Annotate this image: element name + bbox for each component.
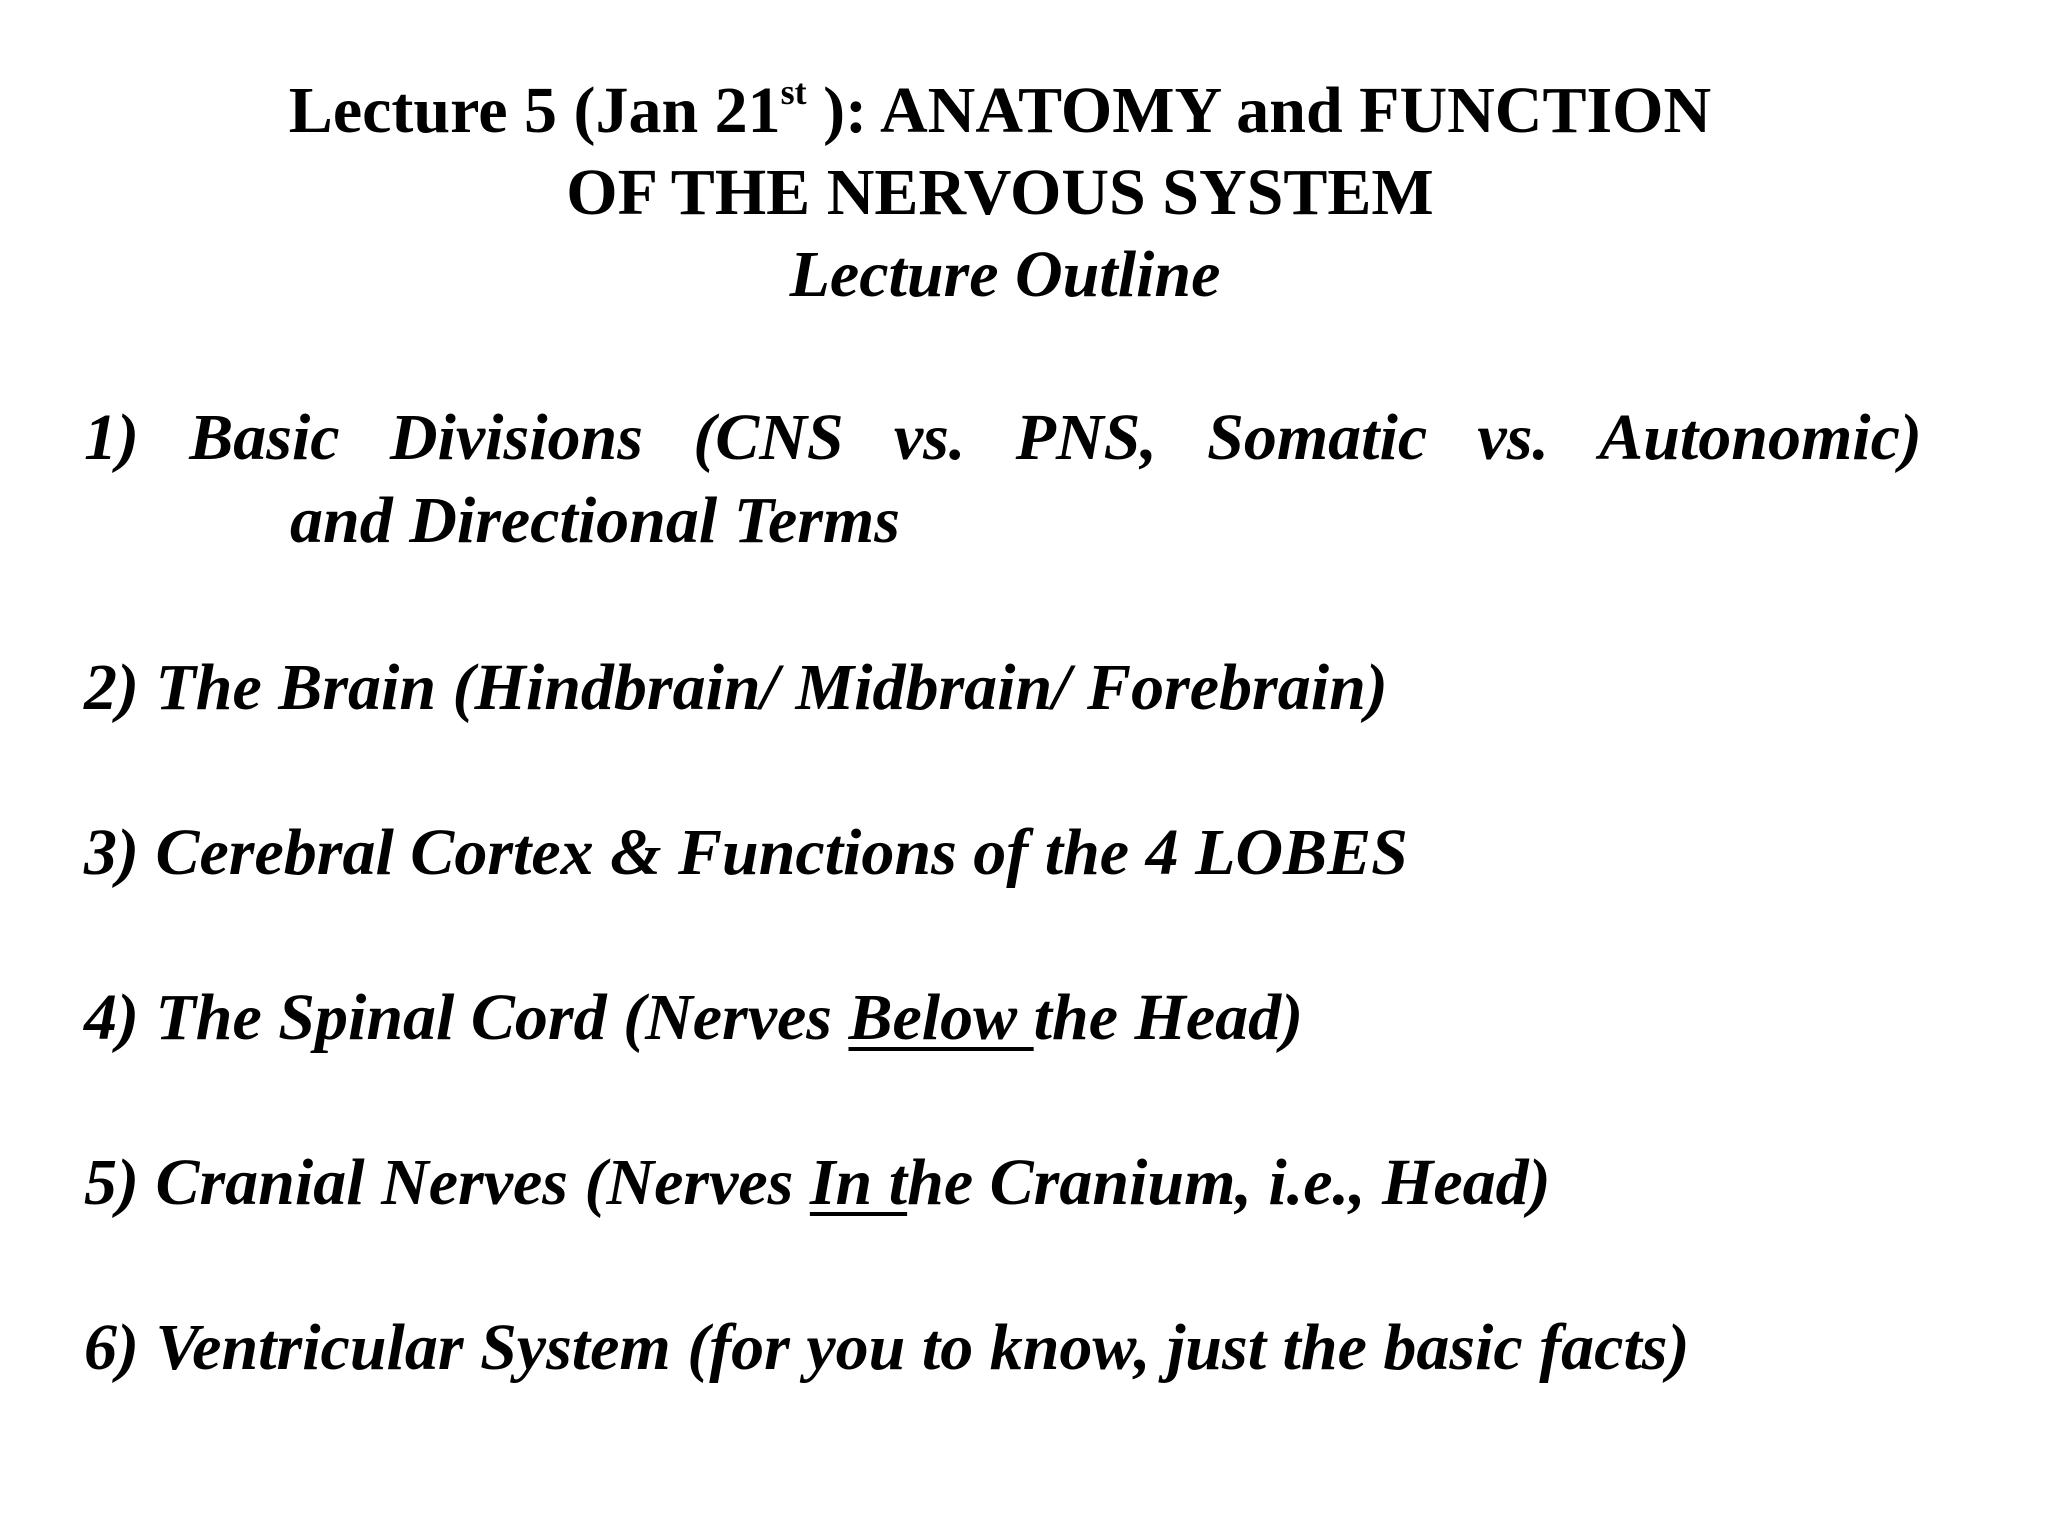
outline-item-1-word: Somatic bbox=[1207, 401, 1428, 474]
outline-item-1-continuation: and Directional Terms bbox=[290, 484, 900, 557]
outline-item-1-word: vs. bbox=[893, 401, 966, 474]
slide-title bbox=[0, 70, 2000, 234]
outline-item-4: 4) The Spinal Cord (Nerves Below the Head) bbox=[84, 981, 1304, 1054]
outline-item-2: 2) The Brain (Hindbrain/ Midbrain/ Forebrain) bbox=[84, 651, 1388, 724]
outline-item-3: 3) Cerebral Cortex & Functions of the 4 LOBES bbox=[84, 816, 1408, 889]
title-line-1: Lecture 5 (Jan 21st ): ANATOMY and FUNCTION bbox=[288, 72, 1712, 147]
underlined-below: Below bbox=[848, 981, 1034, 1054]
title-superscript: st bbox=[780, 72, 807, 112]
outline-item-1-word: vs. bbox=[1477, 401, 1549, 474]
outline-item-1-word: Divisions bbox=[389, 401, 643, 474]
title-line-2: OF THE NERVOUS SYSTEM bbox=[566, 156, 1434, 229]
outline-item-5: 5) Cranial Nerves (Nerves In the Cranium, i.e., Head) bbox=[84, 1146, 1551, 1219]
outline-item-1-word: Autonomic) bbox=[1599, 401, 1922, 474]
outline-item-6: 6) Ventricular System (for you to know, just the basic facts) bbox=[84, 1311, 1690, 1384]
slide-subtitle: Lecture Outline bbox=[789, 238, 1221, 311]
outline-item-1-word: Basic bbox=[189, 401, 340, 474]
outline-item-1-word: (CNS bbox=[693, 401, 844, 474]
outline-item-1-word: 1) bbox=[84, 401, 139, 474]
outline-item-1 bbox=[84, 397, 1922, 479]
underlined-in: In t bbox=[809, 1146, 908, 1219]
outline-item-1-word: PNS, bbox=[1015, 401, 1157, 474]
